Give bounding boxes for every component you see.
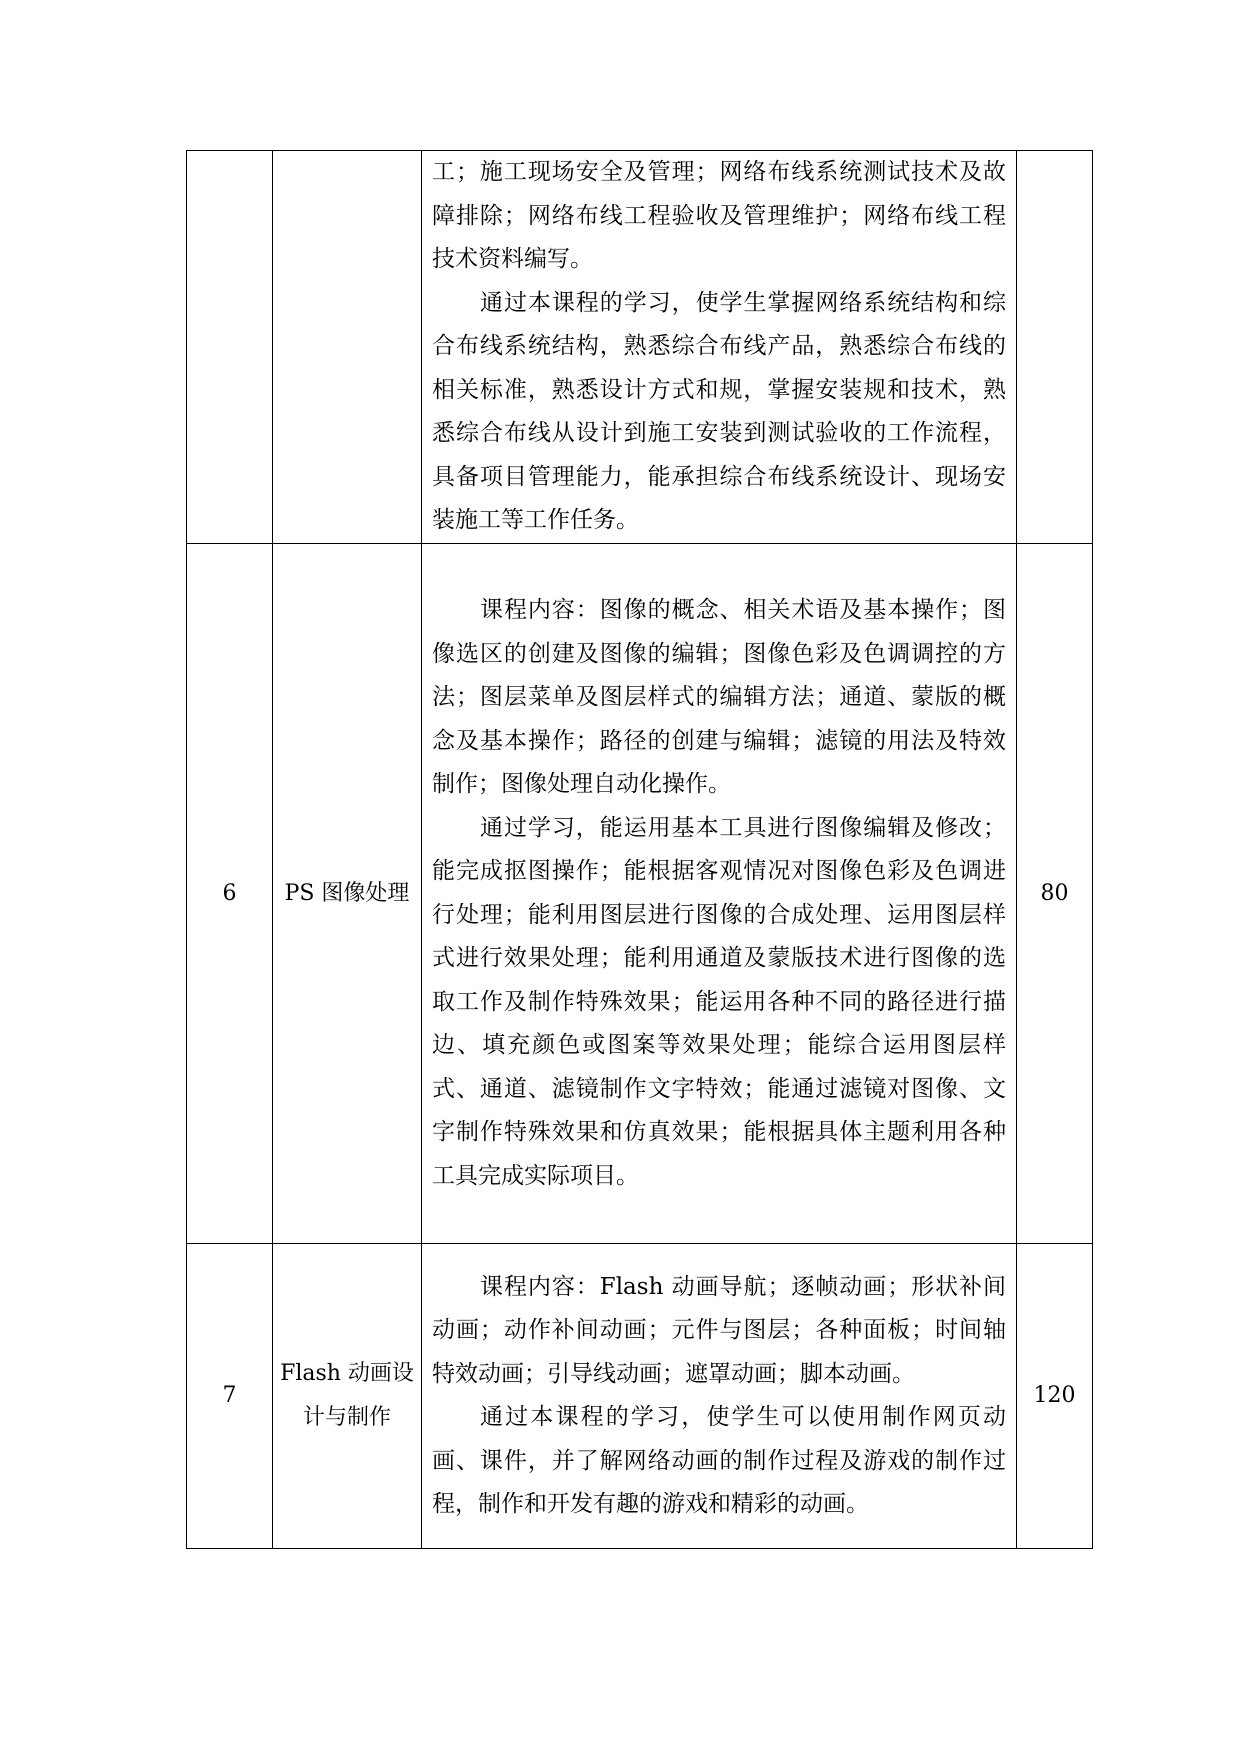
table-row bbox=[187, 151, 1093, 544]
course-hours-cell bbox=[1017, 151, 1093, 544]
table-row bbox=[187, 1244, 1093, 1549]
course-hours-cell: 80 bbox=[1017, 544, 1093, 1244]
course-hours-cell: 120 bbox=[1017, 1244, 1093, 1549]
course-name-cell: PS 图像处理 bbox=[273, 544, 422, 1244]
content-paragraph: 通过学习，能运用基本工具进行图像编辑及修改；能完成抠图操作；能根据客观情况对图像色彩及色调进行处理；能利用图层进行图像的合成处理、运用图层样式进行效果处理；能利用通道及蒙版技术进行图像的选取工作及制作特殊效果；能运用各种不同的路径进行描边、填充颜色或图案等效果处理；能综合运用图层样式、通道、滤镜制作文字特效；能通过滤镜对图像、文字制作特殊效果和仿真效果；能根据具体主题利用各种工具完成实际项目。 bbox=[432, 814, 1006, 1189]
course-content-cell bbox=[422, 544, 1017, 1244]
course-table bbox=[186, 150, 1093, 1549]
content-paragraph: 工；施工现场安全及管理；网络布线系统测试技术及故障排除；网络布线工程验收及管理维护；网络布线工程技术资料编写。 bbox=[432, 159, 1006, 273]
content-paragraph: 课程内容：图像的概念、相关术语及基本操作；图像选区的创建及图像的编辑；图像色彩及色调调控的方法；图层菜单及图层样式的编辑方法；通道、蒙版的概念及基本操作；路径的创建与编辑；滤镜的用法及特效制作；图像处理自动化操作。 bbox=[432, 597, 1006, 797]
course-content-cell bbox=[422, 151, 1017, 544]
content-paragraph: 通过本课程的学习，使学生可以使用制作网页动画、课件，并了解网络动画的制作过程及游戏的制作过程，制作和开发有趣的游戏和精彩的动画。 bbox=[432, 1404, 1006, 1517]
course-name-cell bbox=[273, 151, 422, 544]
content-paragraph: 通过本课程的学习，使学生掌握网络系统结构和综合布线系统结构，熟悉综合布线产品，熟悉综合布线的相关标准，熟悉设计方式和规，掌握安装规和技术，熟悉综合布线从设计到施工安装到测试验收的工作流程，具备项目管理能力，能承担综合布线系统设计、现场安装施工等工作任务。 bbox=[432, 289, 1006, 534]
course-number-cell: 6 bbox=[187, 544, 273, 1244]
course-number-cell: 7 bbox=[187, 1244, 273, 1549]
content-paragraph: 课程内容：Flash 动画导航；逐帧动画；形状补间动画；动作补间动画；元件与图层；各种面板；时间轴特效动画；引导线动画；遮罩动画；脚本动画。 bbox=[432, 1273, 1006, 1387]
course-content-cell bbox=[422, 1244, 1017, 1549]
course-number-cell bbox=[187, 151, 273, 544]
course-name-cell: Flash 动画设计与制作 bbox=[273, 1244, 422, 1549]
table-row bbox=[187, 544, 1093, 1244]
